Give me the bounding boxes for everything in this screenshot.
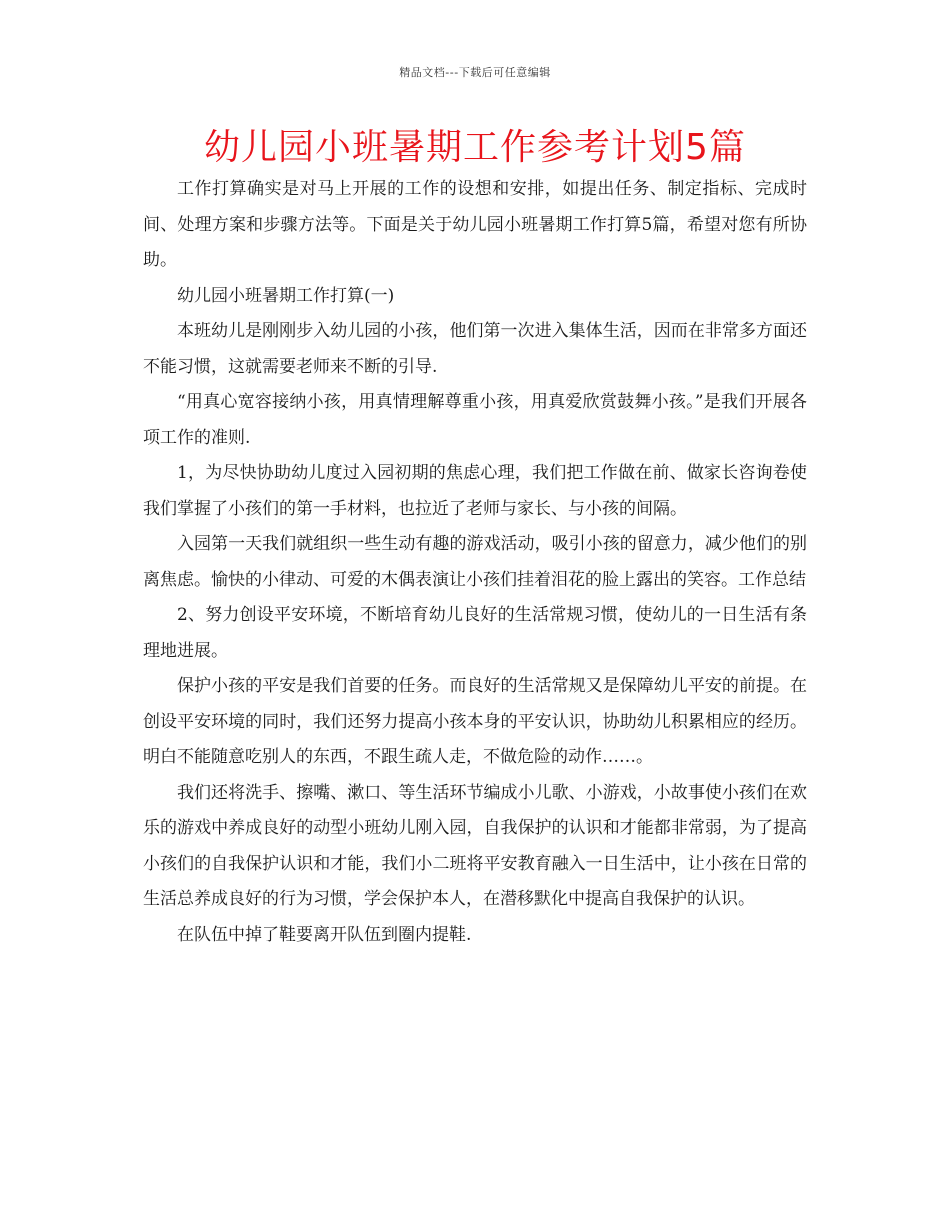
document-title: 幼儿园小班暑期工作参考计划5篇 (204, 127, 746, 168)
paragraph: 本班幼儿是刚刚步入幼儿园的小孩，他们第一次进入集体生活，因而在非常多方面还不能习惯，这就需要老师来不断的引导. (143, 321, 807, 377)
section-heading-1: 幼儿园小班暑期工作打算(一) (177, 285, 395, 306)
paragraph: “用真心宽容接纳小孩，用真情理解尊重小孩，用真爱欣赏鼓舞小孩。”是我们开展各项工作的准则. (143, 392, 807, 448)
header-note: 精品文档---下载后可任意编辑 (399, 66, 551, 79)
paragraph: 在队伍中掉了鞋要离开队伍到圈内提鞋. (177, 924, 472, 945)
document-body (143, 172, 807, 953)
paragraph-intro: 工作打算确实是对马上开展的工作的设想和安排，如提出任务、制定指标、完成时间、处理方案和步骤方法等。下面是关于幼儿园小班暑期工作打算5篇，希望对您有所协助。 (143, 179, 807, 270)
paragraph: 1，为尽快协助幼儿度过入园初期的焦虑心理，我们把工作做在前、做家长咨询卷使我们掌握了小孩们的第一手材料，也拉近了老师与家长、与小孩的间隔。 (143, 463, 807, 519)
paragraph: 入园第一天我们就组织一些生动有趣的游戏活动，吸引小孩的留意力，减少他们的别离焦虑。愉快的小律动、可爱的木偶表演让小孩们挂着泪花的脸上露出的笑容。工作总结 (143, 534, 807, 590)
paragraph: 保护小孩的平安是我们首要的任务。而良好的生活常规又是保障幼儿平安的前提。在创设平安环境的同时，我们还努力提高小孩本身的平安认识，协助幼儿积累相应的经历。明白不能随意吃别人的东西，不跟生疏人走，不做危险的动作……。 (143, 676, 807, 767)
paragraph: 我们还将洗手、擦嘴、漱口、等生活环节编成小儿歌、小游戏，小故事使小孩们在欢乐的游戏中养成良好的动型小班幼儿刚入园，自我保护的认识和才能都非常弱，为了提高小孩们的自我保护认识和才能，我们小二班将平安教育融入一日生活中，让小孩在日常的生活总养成良好的行为习惯，学会保护本人，在潜移默化中提高自我保护的认识。 (143, 782, 807, 909)
paragraph: 2、努力创设平安环境，不断培育幼儿良好的生活常规习惯，使幼儿的一日生活有条理地进展。 (143, 605, 807, 661)
